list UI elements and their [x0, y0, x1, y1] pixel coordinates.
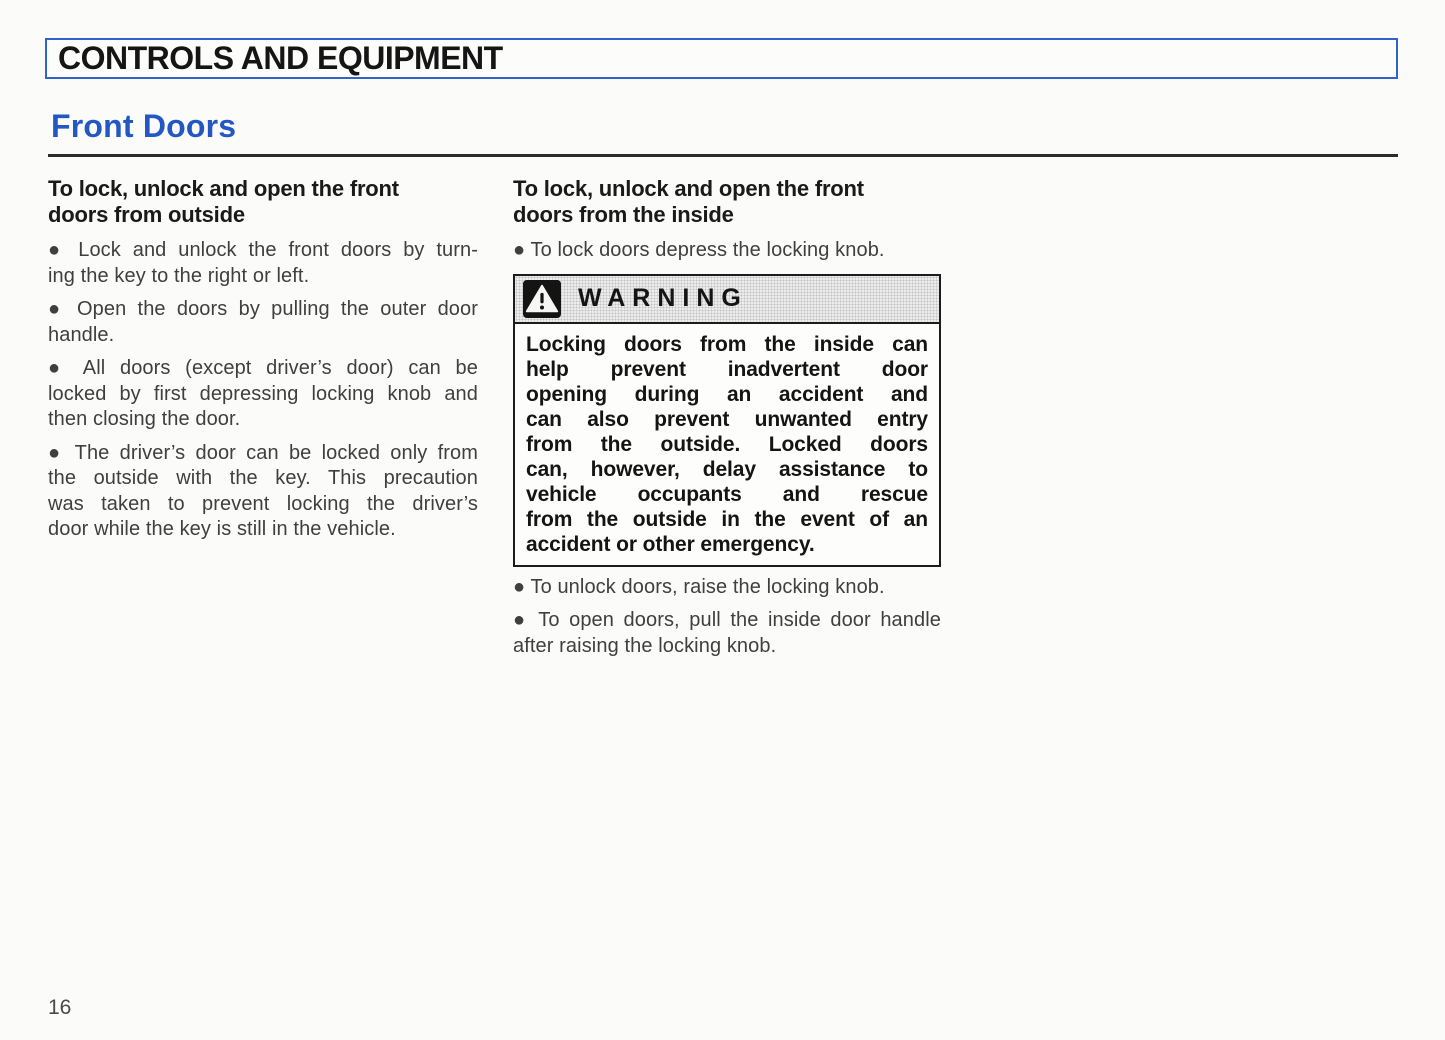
section-divider-rule — [48, 154, 1398, 157]
bullet-paragraph: ● The driver’s door can be locked only from the outside with the key. This precaution was taken to prevent locking the driver’s door while the key is still in the vehicle. — [48, 441, 478, 540]
warning-body-text: Locking doors from the inside can help prevent inadvertent door opening during an accident and can also prevent unwanted entry from the outside. Locked doors can, however, delay assistance to vehicle occupants and rescue from the outside in the event of an accident or other emergency. — [526, 332, 928, 556]
page-number: 16 — [48, 996, 72, 1019]
warning-label: WARNING — [578, 284, 748, 312]
warning-box-header — [515, 276, 939, 324]
bullet-paragraph: ● All doors (except driver’s door) can be locked by first depressing locking knob and then closing the door. — [48, 357, 478, 430]
warning-box — [513, 274, 941, 567]
left-column — [48, 176, 478, 543]
warning-triangle-icon — [523, 280, 561, 318]
bullet-paragraph: ● To unlock doors, raise the locking knob. — [513, 575, 885, 598]
bullet-paragraph: ● To lock doors depress the locking knob. — [513, 239, 885, 261]
right-column — [513, 176, 941, 659]
bullet-paragraph: ● Open the doors by pulling the outer door handle. — [48, 298, 478, 346]
bullet-paragraph: ● Lock and unlock the front doors by turn- ing the key to the right or left. — [48, 239, 478, 287]
right-column-heading: To lock, unlock and open the front doors from the inside — [513, 176, 864, 227]
left-column-heading: To lock, unlock and open the front doors from outside — [48, 176, 399, 227]
bullet-paragraph: ● To open doors, pull the inside door handle after raising the locking knob. — [513, 609, 941, 657]
chapter-title: CONTROLS AND EQUIPMENT — [58, 40, 503, 76]
chapter-title-box — [45, 38, 1398, 79]
section-title: Front Doors — [51, 108, 237, 144]
